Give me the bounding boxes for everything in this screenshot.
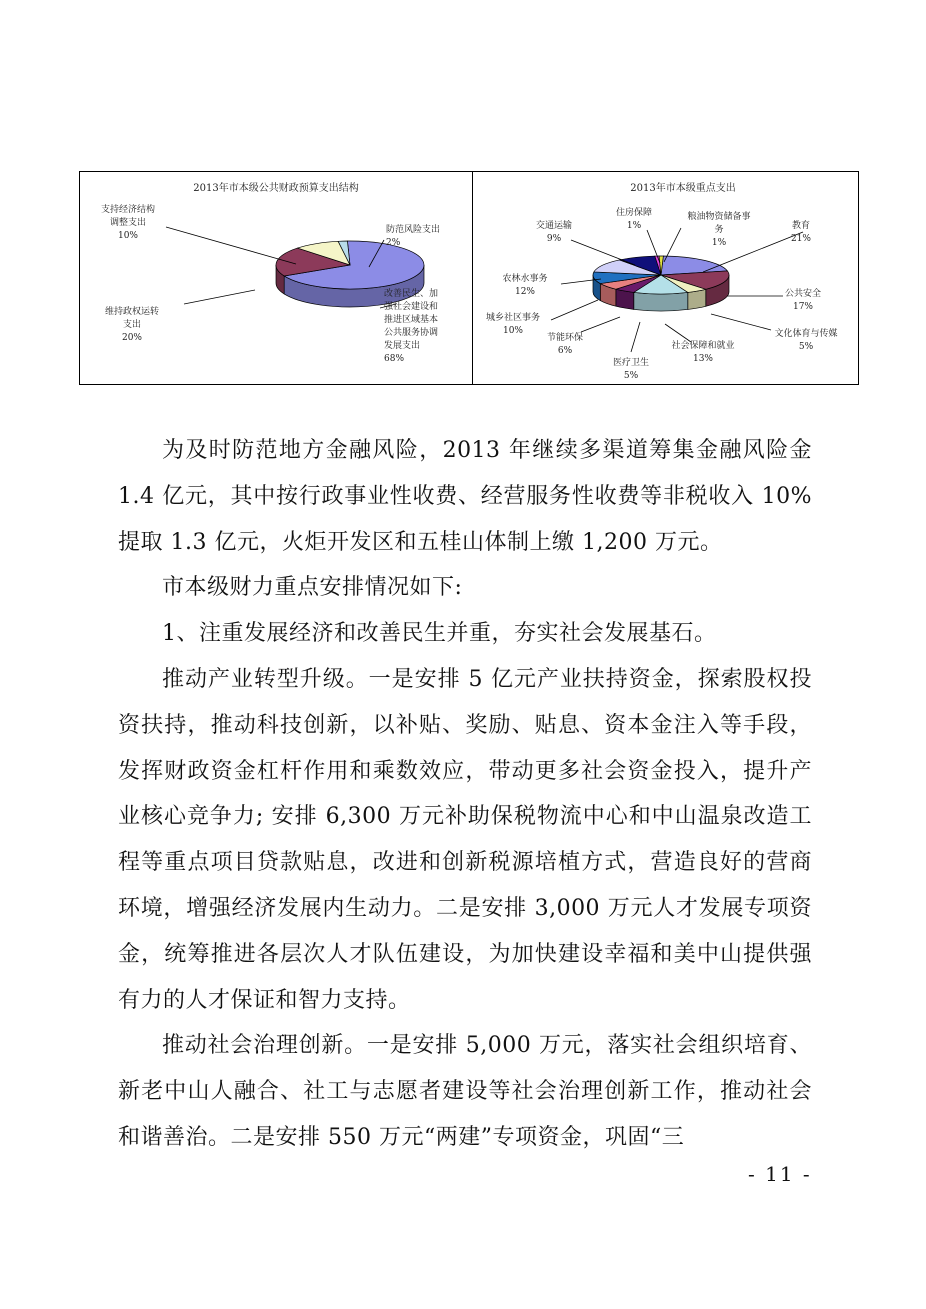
budget-structure-pie <box>80 172 472 384</box>
slice-label: 文化体育与传媒 5% <box>774 329 838 352</box>
slice-label: 交通运输 9% <box>535 221 573 244</box>
slice-label: 教育 21% <box>790 221 812 244</box>
paragraph-social-governance: 推动社会治理创新。一是安排 5,000 万元，落实社会组织培育、新老中山人融合、社工与志愿者建设等社会治理创新工作，推动社会和谐善治。二是安排 550 万元“两建”专项资金，巩固“三 <box>118 1033 812 1150</box>
slice-label: 防范风险支出 2% <box>386 225 441 248</box>
slice-label: 农林水事务 12% <box>502 274 548 297</box>
pie-slice-side <box>634 292 688 311</box>
slice-label: 城乡社区事务 10% <box>485 313 541 336</box>
charts-figure <box>79 171 859 385</box>
leader-line <box>184 290 255 304</box>
slice-label: 粮油物资储备事务 1% <box>687 212 751 248</box>
leader-line <box>665 324 691 342</box>
leader-line <box>581 317 620 332</box>
leader-line <box>631 322 640 352</box>
paragraph-industry: 推动产业转型升级。一是安排 5 亿元产业扶持资金，探索股权投资扶持，推动科技创新，以补贴、奖励、贴息、资本金注入等手段，发挥财政资金杠杆作用和乘数效应，带动更多社会资金投入，提升产业核心竞争力; 安排 6,300 万元补助保税物流中心和中山温泉改造工程等重点项目贷款贴息，改进和创新税源培植方式，营造良好的营商环境，增强经济发展内生动力。二是安排 3,000 万元人才发展专项资金，统筹推进各层次人才队伍建设，为加快建设幸福和美中山提供强有力的人才保证和智力支持。 <box>118 666 812 1013</box>
pie-top <box>276 241 424 289</box>
page-number: - 11 - <box>748 1162 812 1186</box>
key-expenditure-chart <box>473 172 858 384</box>
pie-top <box>593 256 729 294</box>
paragraph-intro: 市本级财力重点安排情况如下: <box>162 575 463 601</box>
leader-line <box>571 240 635 265</box>
slice-label: 维持政权运转支出 20% <box>104 307 160 343</box>
chart-title: 2013年市本级公共财政预算支出结构 <box>193 183 359 194</box>
budget-structure-chart <box>80 172 472 384</box>
section-heading-1: 1、注重发展经济和改善民生并重，夯实社会发展基石。 <box>162 621 717 647</box>
slice-label: 节能环保 6% <box>546 333 584 356</box>
leader-line <box>551 300 598 320</box>
paragraph-financial-risk: 为及时防范地方金融风险，2013 年继续多渠道筹集金融风险金 1.4 亿元，其中按行政事业性收费、经营服务性收费等非税收入 10%提取 1.3 亿元，火炬开发区和五桂山体制上缴 1,200 万元。 <box>118 438 812 555</box>
leader-line <box>166 227 296 264</box>
key-expenditure-pie <box>473 172 858 384</box>
chart-title: 2013年市本级重点支出 <box>630 183 736 194</box>
body-text <box>118 428 812 1161</box>
slice-label: 住房保障 1% <box>615 208 653 231</box>
slice-label: 医疗卫生 5% <box>612 358 650 381</box>
slice-label: 改善民生、加强社会建设和推进区域基本公共服务协调发展支出 68% <box>384 289 439 364</box>
slice-label: 公共安全 17% <box>784 289 822 312</box>
leader-line <box>711 314 771 330</box>
slice-label: 社会保障和就业 13% <box>671 341 735 364</box>
slice-label: 支持经济结构调整支出 10% <box>100 205 156 241</box>
